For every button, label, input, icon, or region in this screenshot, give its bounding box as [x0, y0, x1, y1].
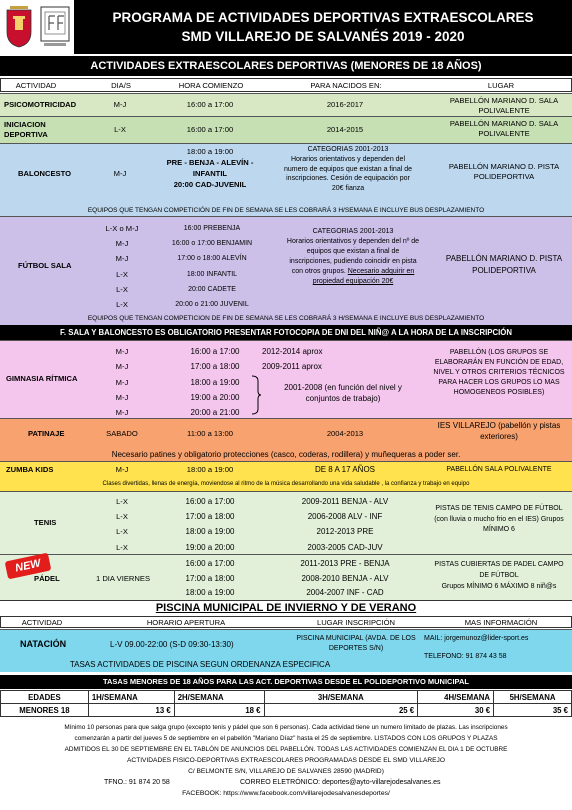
day-line: L-X — [116, 527, 128, 537]
activity-days: 1 DIA VIERNES — [95, 574, 151, 583]
page-header — [0, 0, 572, 54]
day-line: L-X o M-J — [105, 224, 139, 233]
birth-line: numero de equipos que existan a final de — [283, 165, 413, 173]
time-line: 20:00 a 21:00 — [190, 408, 240, 418]
footer-line: ADMITIDOS EL 30 DE SEPTIEMBRE EN EL TABLÓN DE ANUNCIOS DEL PABELLÓN. TODAS LAS ACTIVIDADES COMIENZAN EL DIA 1 DE OCTUBRE — [64, 746, 508, 753]
col-lugar: LUGAR — [487, 81, 515, 90]
municipal-crest-icon — [4, 4, 34, 48]
birth-line: CATEGORIAS 2001-2013 — [307, 146, 389, 153]
birth-line: Horarios orientativos y dependen del — [290, 155, 405, 163]
activity-name: NATACIÓN — [20, 639, 67, 649]
footer-phone: TFNO.: 91 874 20 58 — [104, 779, 170, 786]
activity-time: 18:00 a 19:00 — [186, 465, 234, 474]
col-actividad: ACTIVIDAD — [15, 81, 57, 90]
activity-birth-years — [270, 494, 420, 555]
activity-birth-years — [270, 227, 436, 287]
time-line: 20:00 CAD-JUVENIL — [173, 180, 247, 189]
time-line: 17:00 o 18:00 ALEVÍN — [177, 255, 247, 263]
birth-line-underlined: propiedad equipación 20€ — [312, 278, 394, 285]
activity-days: M-J — [113, 100, 127, 109]
pool-hours: L-V 09.00-22:00 (S-D 09:30-13:30) — [110, 640, 234, 649]
col-nacidos: PARA NACIDOS EN: — [310, 81, 382, 90]
section-title-extraescolares — [0, 56, 572, 76]
activity-name: PSICOMOTRICIDAD — [4, 100, 77, 109]
birth-line: equipos que existan a final de — [306, 248, 400, 255]
fees-value: 18 € — [174, 704, 264, 717]
pool-fees-note: TASAS ACTIVIDADES DE PISCINA SEGUN ORDENANZA ESPECIFICA — [69, 660, 331, 669]
day-line: L-X — [116, 542, 128, 552]
activity-birth-years: DE 8 A 17 AÑOS — [314, 465, 376, 474]
activity-time: 16:00 a 17:00 — [186, 125, 234, 134]
column-header-row — [0, 78, 572, 92]
activity-time — [150, 494, 270, 555]
row-futbol-sala — [0, 216, 572, 324]
birth-line: 2008-2010 BENJA - ALV — [301, 573, 389, 583]
day-line: M-J — [115, 408, 129, 418]
fees-header-cell: 1H/SEMANA — [88, 691, 174, 704]
footer-line: ACTIVIDADES FISICO-DEPORTIVAS EXTRAESCOLARES PROGRAMADAS DESDE EL SMD VILLAREJO — [127, 757, 445, 764]
activity-days — [90, 344, 154, 420]
time-line: 18:00 a 19:00 — [185, 527, 235, 537]
birth-line: 2009-2011 BENJA - ALV — [301, 497, 389, 506]
place-line: DE FÚTBOL — [479, 572, 519, 579]
section-title-prefix: ACTIVIDADES EXTRAESCOLARES — [90, 60, 277, 72]
day-line: L-X — [116, 300, 128, 310]
footer-facebook-link[interactable]: FACEBOOK: https://www.facebook.com/villarejodesalvanesdeportes/ — [182, 790, 390, 797]
birth-line: 2003-2005 CAD-JUV — [307, 542, 383, 552]
activity-birth-years: 2004-2013 — [326, 429, 364, 438]
birth-line: 2012-2013 PRE — [316, 527, 374, 537]
activity-note: EQUIPOS QUE TENGAN COMPETICION DE FIN DE SEMANA SE LES COBRARÁ 3 H/SEMANA E INCLUYE BUS DESPLAZAMIENTO — [87, 315, 485, 322]
row-psicomotricidad — [0, 93, 572, 116]
footer-line: C/ BELMONTE S/N, VILLAREJO DE SALVANES 28590 (MADRID) — [188, 768, 384, 775]
activity-name: FÚTBOL SALA — [18, 261, 72, 270]
section-title-underlined: DEPORTIVAS (MENORES DE 18 AÑOS) — [276, 60, 482, 72]
time-line: 20:00 o 21:00 JUVENIL — [175, 301, 249, 309]
birth-line-underlined: Necesario adquirir en — [347, 268, 415, 275]
activity-place: PABELLÓN MARIANO D. SALA POLIVALENTE — [449, 96, 559, 115]
pool-col-lugar: LUGAR INSCRIPCIÓN — [316, 618, 396, 627]
fees-value: 35 € — [494, 704, 572, 717]
fees-row — [1, 704, 572, 717]
footer-line: comenzarán a partir del jueves 5 de septiembre en el pabellón "Mariano Díaz" hasta el 25 de septiembre. LISTADOS CON LOS GRUPOS Y PLAZAS — [74, 735, 498, 742]
fees-row-label: MENORES 18 — [1, 704, 89, 717]
day-line: L-X — [116, 512, 128, 522]
pool-col-actividad: ACTIVIDAD — [21, 618, 63, 627]
pool-section-title: PISCINA MUNICIPAL DE INVIERNO Y DE VERANO — [0, 600, 572, 615]
activity-place: PABELLÓN MARIANO D. PISTA POLIDEPORTIVA — [448, 162, 560, 181]
time-line: 16:00 PREBENJA — [183, 225, 241, 232]
fees-header-cell: 4H/SEMANA — [418, 691, 494, 704]
title-line2: SMD VILLAREJO DE SALVANÉS 2019 - 2020 — [181, 29, 465, 44]
activity-note: Clases divertidas, llenas de energía, moviendose al ritmo de la música desarrollando una vida saludable , la confianza y trabajo en equipo — [102, 481, 470, 487]
time-line: 18:00 a 19:00 — [185, 588, 235, 597]
row-baloncesto — [0, 143, 572, 216]
activity-place: PABELLÓN (LOS GRUPOS SE ELABORARÁN EN FUNCIÓN DE EDAD, NIVEL Y OTROS CRITERIOS TÉCNICOS PARA HACER LOS GRUPOS LO MAS HOMOGENEOS POSIBLES) — [433, 349, 565, 396]
activity-name: INICIACION DEPORTIVA — [4, 120, 48, 139]
day-line: L-X — [116, 269, 128, 279]
fees-value: 30 € — [418, 704, 494, 717]
birth-line: inscripciones. Cesión de equipación por — [286, 175, 410, 183]
pool-header-row — [0, 616, 572, 628]
activity-days: M-J — [113, 169, 127, 178]
birth-line: 2012-2014 aprox — [262, 347, 323, 356]
birth-line: 20€ fianza — [331, 185, 365, 193]
smd-logo-icon — [38, 4, 72, 48]
time-line: 16:00 a 17:00 — [185, 559, 235, 568]
birth-line: Horarios orientativos y dependen del nº de — [286, 238, 420, 245]
row-patinaje — [0, 418, 572, 461]
fees-title: TASAS MENORES DE 18 AÑOS PARA LAS ACT. DEPORTIVAS DESDE EL POLIDEPORTIVO MUNICIPAL — [0, 675, 572, 689]
birth-line: 2009-2011 aprox — [262, 362, 322, 372]
activity-days — [90, 221, 154, 312]
birth-line: 2006-2008 ALV - INF — [307, 512, 383, 522]
row-natacion — [0, 629, 572, 671]
day-line: L-X — [116, 497, 128, 506]
time-line: 17:00 a 18:00 — [190, 362, 240, 372]
activity-days: L-X — [114, 125, 126, 134]
activity-days: SABADO — [106, 429, 138, 438]
activity-time: 16:00 a 17:00 — [186, 100, 234, 109]
activity-name: PATINAJE — [28, 429, 65, 438]
day-line: M-J — [115, 254, 129, 264]
birth-line: CATEGORIAS 2001-2013 — [312, 228, 394, 235]
pool-phone: TELEFONO: 91 874 43 58 — [424, 653, 507, 660]
activity-place: PABELLÓN MARIANO D. PISTA POLIDEPORTIVA — [445, 254, 563, 275]
row-iniciacion — [0, 116, 572, 143]
activity-name: GIMNASIA RÍTMICA — [6, 374, 78, 383]
page-title — [74, 0, 572, 54]
activity-birth-years — [262, 344, 412, 375]
time-line: 19:00 a 20:00 — [190, 392, 240, 402]
activity-time — [150, 557, 270, 601]
activity-name: TENIS — [34, 518, 57, 527]
fees-header-cell: 3H/SEMANA — [264, 691, 418, 704]
pool-col-info: MAS INFORMACIÓN — [464, 618, 538, 627]
row-gimnasia-ritmica — [0, 340, 572, 418]
activity-time — [150, 146, 270, 190]
row-tenis — [0, 491, 572, 554]
activity-name: PÁDEL — [34, 574, 60, 583]
footer-email[interactable]: CORREO ELETRÓNICO: deportes@ayto-villarejodesalvanes.es — [240, 779, 441, 786]
activity-place: PABELLÓN SALA POLIVALENTE — [446, 466, 552, 473]
activity-days: M-J — [115, 465, 129, 474]
activity-place: PISTAS DE TENIS CAMPO DE FÚTBOL (con lluvia o mucho frio en el IES) Grupos MÍNIMO 6 — [434, 505, 564, 533]
pool-place: PISCINA MUNICIPAL (AVDA. DE LOS DEPORTES S/N) — [296, 635, 416, 652]
fees-header-cell: 2H/SEMANA — [174, 691, 264, 704]
time-line: 18:00 INFANTIL — [186, 270, 238, 278]
activity-time — [150, 221, 274, 312]
activity-note: Necesario patines y obligatorio protecciones (casco, coderas, rodillera) y muñequeras a poder ser. — [111, 450, 461, 459]
pool-mail: MAIL: jorgemunoz@lider-sport.es — [424, 635, 529, 642]
day-line: M-J — [115, 392, 129, 402]
day-line: M-J — [115, 347, 129, 356]
activity-name: BALONCESTO — [18, 169, 72, 178]
fees-table — [0, 690, 572, 717]
day-line: M-J — [115, 362, 129, 372]
birth-line: 2011-2013 PRE - BENJA — [300, 559, 390, 568]
birth-line: inscripciones, pudiendo coincidir en pista — [289, 258, 417, 265]
time-line: 16:00 a 17:00 — [185, 497, 235, 506]
footer-contact-row — [0, 777, 572, 788]
activity-group-note: 2001-2008 (en función del nivel y conjuntos de trabajo) — [284, 383, 402, 403]
fees-value: 25 € — [264, 704, 418, 717]
col-dias: DIA/S — [111, 81, 131, 90]
title-line1: PROGRAMA DE ACTIVIDADES DEPORTIVAS EXTRAESCOLARES — [112, 10, 534, 25]
time-line: 19:00 a 20:00 — [185, 542, 235, 552]
pool-col-horario: HORARIO APERTURA — [146, 618, 226, 627]
activity-days — [90, 494, 154, 555]
time-line: INFANTIL — [192, 169, 228, 178]
page-footer — [0, 720, 572, 810]
footer-line: Mínimo 10 personas para que salga grupo (excepto tenis y pádel que son 6 personas). Cada actividad tiene un numero limitado de plazas. Las inscripciones — [64, 724, 508, 731]
activity-birth-years: 2014-2015 — [326, 125, 364, 134]
birth-line: 2004-2007 INF - CAD — [306, 588, 384, 597]
activity-place: IES VILLAREJO (pabellón y pistas exteriores) — [437, 421, 561, 441]
time-line: 17:00 a 18:00 — [185, 512, 235, 522]
dni-banner: F. SALA Y BALONCESTO ES OBLIGATORIO PRESENTAR FOTOCOPIA DE DNI DEL NIÑ@ A LA HORA DE LA INSCRIPCIÓN — [0, 325, 572, 340]
activity-birth-years — [270, 557, 420, 601]
activity-time: 11:00 a 13:00 — [187, 429, 233, 438]
time-line: 18:00 a 19:00 — [186, 147, 234, 156]
activity-birth-years: 2016-2017 — [326, 100, 364, 109]
time-line: PRE - BENJA - ALEVÍN - — [166, 158, 254, 167]
place-line: PISTAS CUBIERTAS DE PADEL CAMPO — [434, 561, 564, 568]
fees-header-cell: EDADES — [1, 691, 89, 704]
col-hora: HORA COMIENZO — [178, 81, 244, 90]
row-padel — [0, 554, 572, 599]
group-bracket-icon — [250, 375, 262, 415]
day-line: L-X — [116, 284, 128, 294]
time-line: 16:00 a 17:00 — [190, 347, 240, 356]
birth-line: con otros grupos. — [291, 268, 346, 275]
activity-place: PABELLÓN MARIANO D. SALA POLIVALENTE — [449, 119, 559, 138]
row-zumba-kids — [0, 461, 572, 491]
activity-place — [428, 559, 570, 592]
day-line: M-J — [115, 377, 129, 387]
time-line: 16:00 o 17:00 BENJAMIN — [171, 240, 253, 248]
fees-header-cell: 5H/SEMANA — [494, 691, 572, 704]
time-line: 20:00 CADETE — [188, 285, 236, 293]
activity-note: EQUIPOS QUE TENGAN COMPETICIÓN DE FIN DE SEMANA SE LES COBRARÁ 3 H/SEMANA E INCLUYE BUS DESPLAZAMIENTO — [87, 207, 485, 214]
fees-header-row — [1, 691, 572, 704]
fees-value: 13 € — [88, 704, 174, 717]
day-line: M-J — [115, 239, 129, 249]
new-badge-icon: NEW — [5, 553, 52, 580]
time-line: 18:00 a 19:00 — [190, 377, 240, 387]
activity-birth-years — [268, 145, 428, 194]
place-line: Grupos MÍNIMO 6 MÁXIMO 8 niñ@s — [441, 583, 557, 590]
time-line: 17:00 a 18:00 — [185, 573, 235, 583]
activity-name: ZUMBA KIDS — [6, 465, 54, 474]
